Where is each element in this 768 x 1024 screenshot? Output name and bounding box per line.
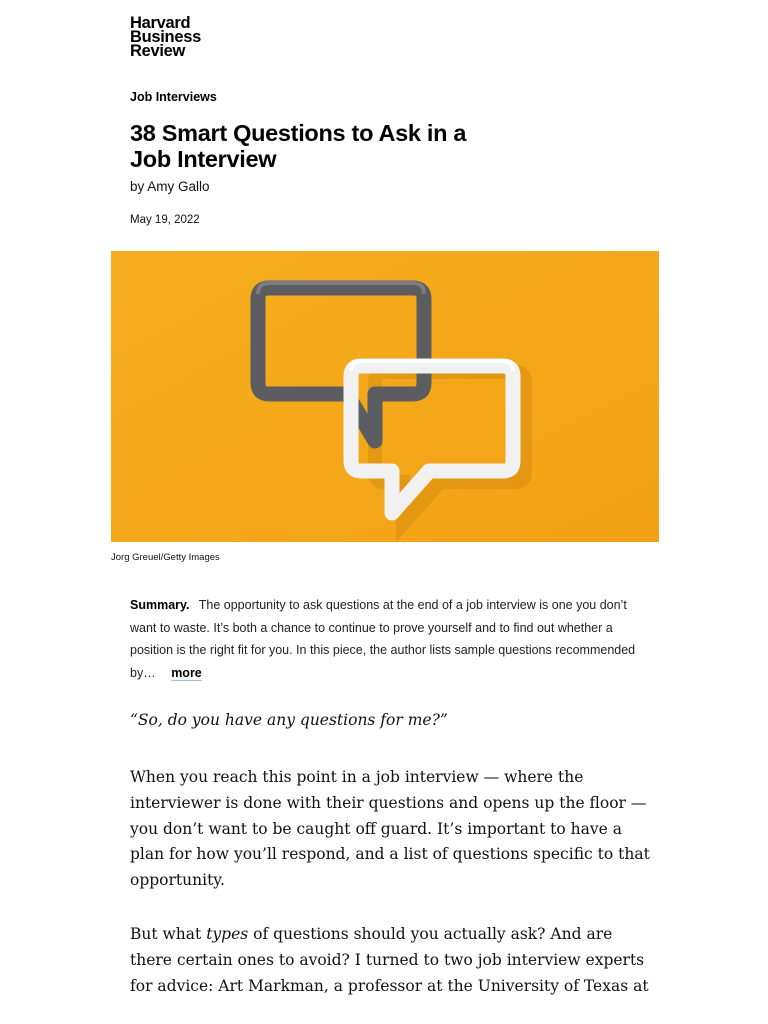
logo-line-3: Review — [130, 42, 186, 60]
summary-block — [130, 594, 640, 684]
p2-text-before: But what — [130, 925, 207, 943]
image-credit: Jorg Greuel/Getty Images — [111, 552, 220, 563]
byline — [130, 179, 210, 194]
summary-label: Summary. — [130, 598, 190, 612]
body-paragraph-1: When you reach this point in a job interview — where the interviewer is done with their questions and opens up the floor — you don’t want to be caught off guard. It’s important to have a plan for how you’ll respond, and a list of questions specific to that opportunity. — [130, 768, 650, 890]
byline-prefix: by — [130, 179, 148, 194]
speech-bubbles-icon — [111, 251, 659, 542]
summary-more-link[interactable]: more — [171, 665, 202, 680]
logo-line-1: Harvard — [130, 14, 191, 32]
title-line-1: 38 Smart Questions to Ask in a — [130, 120, 467, 146]
p2-emphasis: types — [206, 925, 249, 943]
logo-line-2: Business — [130, 28, 201, 46]
pull-quote: “So, do you have any questions for me?” — [130, 711, 448, 729]
p2-text-after: of questions should you actually ask? And are there certain ones to avoid? I turned to two job interview experts for advice: Art Markman, a professor at the University of Texas at — [130, 925, 649, 995]
hero-image — [111, 251, 659, 542]
article-title — [130, 120, 550, 172]
publish-date: May 19, 2022 — [130, 214, 200, 226]
body-paragraph-2 — [130, 922, 650, 999]
topic-link[interactable]: Job Interviews — [130, 90, 217, 104]
hbr-logo[interactable] — [130, 16, 201, 58]
author-link[interactable]: Amy Gallo — [147, 179, 210, 194]
title-line-2: Job Interview — [130, 146, 277, 172]
summary-text: The opportunity to ask questions at the end of a job interview is one you don’t want to waste. It’s both a chance to continue to prove yourself and to find out whether a position is the right fit for you. In this piece, the author lists sample questions recommended by… — [130, 598, 636, 680]
